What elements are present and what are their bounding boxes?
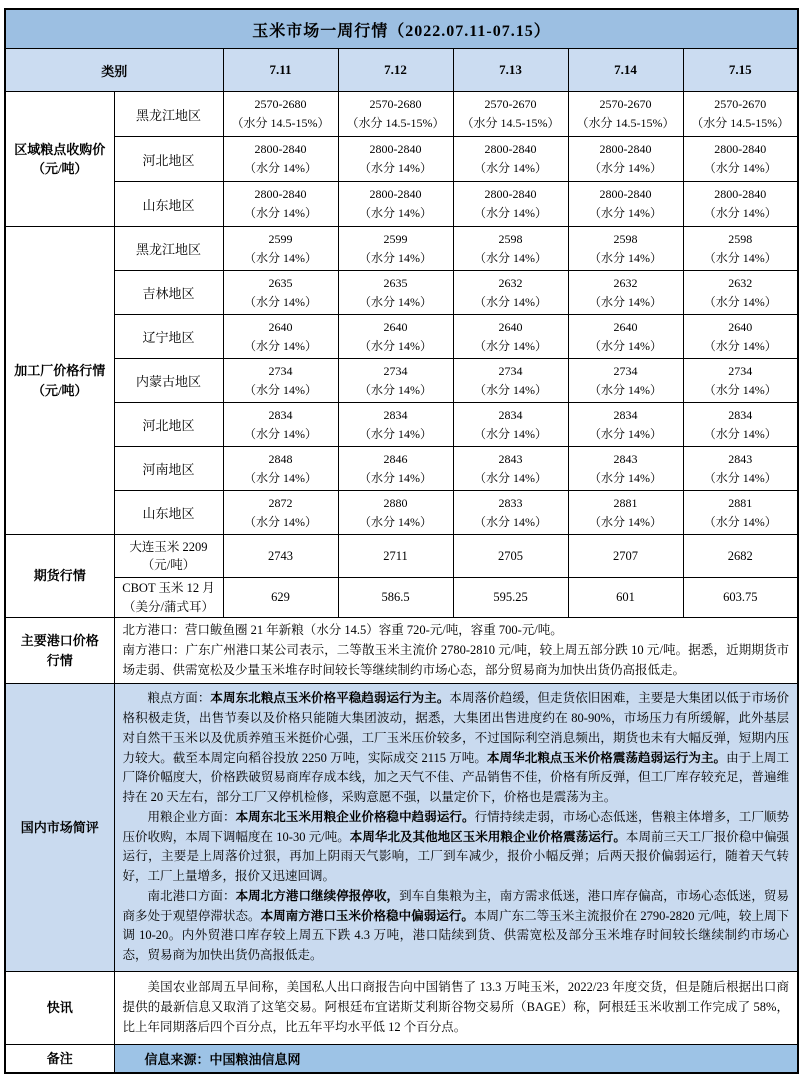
moisture-note: （水分 14%） xyxy=(589,514,662,529)
price-cell xyxy=(338,403,453,447)
section-label-line: 主要港口价格 xyxy=(20,633,99,649)
page-title: 玉米市场一周行情（2022.07.11-07.15） xyxy=(5,9,798,49)
price-value: 2599 xyxy=(268,231,293,246)
futures-value: 2743 xyxy=(223,535,338,578)
moisture-note: （水分 14%） xyxy=(359,514,432,529)
column-header-date: 7.12 xyxy=(338,49,453,92)
moisture-note: （水分 14%） xyxy=(703,294,777,309)
section-label-commentary: 国内市场简评 xyxy=(5,684,114,972)
price-value: 2800-2840 xyxy=(599,187,652,202)
price-value: 2640 xyxy=(383,319,408,334)
moisture-note: （水分 14%） xyxy=(703,470,777,485)
moisture-note: （水分 14%） xyxy=(244,206,317,220)
price-cell xyxy=(568,403,683,447)
contract-name-line: 大连玉米 2209 xyxy=(129,539,208,554)
price-value: 2834 xyxy=(728,407,753,422)
price-value: 2800-2840 xyxy=(369,187,422,202)
north-port-line: 北方港口：营口鲅鱼圈 21 年新粮（水分 14.5）容重 720-元/吨，容重 700-元/吨。 xyxy=(122,623,563,637)
region-name: 河南地区 xyxy=(114,447,223,491)
price-cell xyxy=(453,271,568,315)
price-value: 2598 xyxy=(613,231,638,246)
south-port-line: 南方港口：广东广州港口某公司表示，二等散玉米主流价 2780-2810 元/吨，较上周五部分跌 10 元/吨。据悉，近期期货市场走弱、供需宽松及少量玉米堆存时间较长等继续制约市场心态，部分贸易商为加快出货仍高报低走。 xyxy=(122,642,790,677)
price-cell xyxy=(453,92,568,137)
price-value: 2734 xyxy=(613,363,638,378)
moisture-note: （水分 14%） xyxy=(359,294,432,309)
moisture-note: （水分 14%） xyxy=(474,426,547,441)
price-value: 2734 xyxy=(498,363,523,378)
moisture-note: （水分 14%） xyxy=(244,294,317,309)
moisture-note: （水分 14%） xyxy=(474,338,547,353)
price-value: 2640 xyxy=(613,319,638,334)
price-value: 2800-2840 xyxy=(714,187,767,202)
info-source: 信息来源：中国粮油信息网 xyxy=(114,1044,798,1073)
price-value: 2598 xyxy=(728,231,753,246)
price-cell xyxy=(223,137,338,182)
futures-value: 601 xyxy=(568,578,683,618)
price-value: 2640 xyxy=(268,319,293,334)
price-value: 2570-2670 xyxy=(714,97,767,112)
price-value: 2632 xyxy=(728,275,753,290)
price-value: 2800-2840 xyxy=(484,142,537,157)
price-value: 2881 xyxy=(728,495,753,510)
price-cell xyxy=(453,227,568,271)
commentary-text xyxy=(114,684,798,972)
price-cell xyxy=(453,403,568,447)
price-value: 2800-2840 xyxy=(254,142,307,157)
region-name: 河北地区 xyxy=(114,403,223,447)
price-value: 2800-2840 xyxy=(599,142,652,157)
port-price-text xyxy=(114,618,798,684)
column-header-date: 7.14 xyxy=(568,49,683,92)
price-cell xyxy=(568,182,683,227)
price-cell xyxy=(568,227,683,271)
price-value: 2800-2840 xyxy=(484,187,537,202)
price-value: 2570-2670 xyxy=(599,97,652,112)
section-label-ports xyxy=(5,618,114,684)
moisture-note: （水分 14%） xyxy=(244,338,317,353)
price-value: 2800-2840 xyxy=(254,187,307,202)
price-value: 2570-2680 xyxy=(369,97,422,112)
price-value: 2834 xyxy=(613,407,638,422)
commentary-paragraph: 粮点方面：本周东北粮点玉米价格平稳趋弱运行为主。本周落价趋缓，但走货依旧困难，主要是大集团以低于市场价格积极走货，出售节奏以及价格只能随大集团波动，据悉，大集团出售进度约在 80-90%，市场压力有所缓解，此外基层对自然干玉米以及优质养殖玉米挺价心强，工厂玉米压价较多，不过国际利空消息频出，期货也未有大幅反弹，短期内压力较大。截至本周定向稻谷投放 2250 万吨，实际成交 2115 万吨。本周华北粮点玉米价格震荡趋弱运行为主。由于上周工厂降价幅度大，价格跌破贸易商库存成本线，加之天气不佳、产品销售不佳，价格有所反弹，但工厂库存较充足，普遍维持在 20 天左右，部分工厂又停机检修，采购意愿不强，以量定价下，价格也是震荡为主。 xyxy=(122,691,790,804)
futures-value: 2682 xyxy=(683,535,798,578)
moisture-note: （水分 14.5-15%） xyxy=(576,116,675,130)
region-name: 吉林地区 xyxy=(114,271,223,315)
moisture-note: （水分 14%） xyxy=(703,514,777,529)
price-value: 2640 xyxy=(728,319,753,334)
futures-value: 603.75 xyxy=(683,578,798,618)
commentary-paragraph: 用粮企业方面：本周东北玉米用粮企业价格稳中趋弱运行。行情持续走弱，市场心态低迷，售粮主体增多，工厂顺势压价收购，本周下调幅度在 10-30 元/吨。本周华北及其他地区玉米用粮企业价格震荡运行。本周前三天工厂报价稳中偏强运行，主要是上周落价过狠，再加上阴雨天气影响，工厂到车减少，报价小幅反弹；后两天报价偏弱运行，随着天气转好，工厂上量增多，报价又迅速回调。 xyxy=(122,809,790,883)
moisture-note: （水分 14%） xyxy=(703,250,777,265)
price-cell xyxy=(568,315,683,359)
moisture-note: （水分 14%） xyxy=(589,206,662,220)
moisture-note: （水分 14%） xyxy=(474,294,547,309)
price-cell xyxy=(683,137,798,182)
contract-unit: （美分/蒲式耳） xyxy=(123,599,214,614)
price-cell xyxy=(453,359,568,403)
moisture-note: （水分 14%） xyxy=(703,206,777,220)
moisture-note: （水分 14%） xyxy=(359,426,432,441)
region-name: 山东地区 xyxy=(114,182,223,227)
futures-value: 2705 xyxy=(453,535,568,578)
price-value: 2800-2840 xyxy=(714,142,767,157)
moisture-note: （水分 14.5-15%） xyxy=(461,116,560,130)
price-value: 2570-2670 xyxy=(484,97,537,112)
moisture-note: （水分 14%） xyxy=(244,426,317,441)
price-value: 2635 xyxy=(268,275,293,290)
moisture-note: （水分 14%） xyxy=(244,161,317,175)
price-value: 2833 xyxy=(498,495,523,510)
section-label-factory xyxy=(5,227,114,535)
column-header-date: 7.11 xyxy=(223,49,338,92)
price-value: 2834 xyxy=(498,407,523,422)
moisture-note: （水分 14%） xyxy=(244,382,317,397)
moisture-note: （水分 14%） xyxy=(589,294,662,309)
price-value: 2843 xyxy=(613,451,638,466)
section-label-line: 加工厂价格行情 xyxy=(14,363,106,378)
moisture-note: （水分 14%） xyxy=(359,250,432,265)
price-value: 2843 xyxy=(728,451,753,466)
column-header-date: 7.15 xyxy=(683,49,798,92)
price-cell xyxy=(338,92,453,137)
section-label-futures: 期货行情 xyxy=(5,535,114,618)
price-cell xyxy=(338,137,453,182)
price-value: 2734 xyxy=(268,363,293,378)
price-cell xyxy=(683,491,798,535)
price-value: 2734 xyxy=(728,363,753,378)
price-cell xyxy=(223,491,338,535)
futures-contract-name xyxy=(114,578,223,618)
price-cell xyxy=(223,359,338,403)
price-cell xyxy=(223,403,338,447)
price-value: 2598 xyxy=(498,231,523,246)
section-label-unit: （元/吨） xyxy=(31,382,88,398)
moisture-note: （水分 14%） xyxy=(359,338,432,353)
moisture-note: （水分 14%） xyxy=(474,470,547,485)
region-name: 山东地区 xyxy=(114,491,223,535)
price-cell xyxy=(338,447,453,491)
price-cell xyxy=(453,447,568,491)
price-cell xyxy=(223,315,338,359)
section-label-remark: 备注 xyxy=(5,1044,114,1073)
price-cell xyxy=(683,227,798,271)
column-header-date: 7.13 xyxy=(453,49,568,92)
price-cell xyxy=(453,491,568,535)
price-value: 2734 xyxy=(383,363,408,378)
price-cell xyxy=(683,92,798,137)
moisture-note: （水分 14%） xyxy=(244,514,317,529)
moisture-note: （水分 14%） xyxy=(703,338,777,353)
price-cell xyxy=(453,137,568,182)
price-cell xyxy=(568,92,683,137)
moisture-note: （水分 14%） xyxy=(589,426,662,441)
futures-value: 586.5 xyxy=(338,578,453,618)
price-cell xyxy=(568,271,683,315)
price-value: 2632 xyxy=(613,275,638,290)
moisture-note: （水分 14%） xyxy=(474,206,547,220)
section-label-region-purchase xyxy=(5,92,114,227)
price-value: 2872 xyxy=(268,495,293,510)
price-value: 2843 xyxy=(498,451,523,466)
price-value: 2599 xyxy=(383,231,408,246)
contract-unit: （元/吨） xyxy=(141,558,196,572)
moisture-note: （水分 14.5-15%） xyxy=(231,116,330,130)
moisture-note: （水分 14%） xyxy=(589,338,662,353)
price-value: 2640 xyxy=(498,319,523,334)
moisture-note: （水分 14%） xyxy=(359,470,432,485)
moisture-note: （水分 14%） xyxy=(359,161,432,175)
moisture-note: （水分 14%） xyxy=(589,161,662,175)
price-cell xyxy=(683,447,798,491)
moisture-note: （水分 14.5-15%） xyxy=(346,116,445,130)
price-cell xyxy=(568,447,683,491)
futures-value: 2707 xyxy=(568,535,683,578)
price-value: 2635 xyxy=(383,275,408,290)
commentary-paragraph: 南北港口方面：本周北方港口继续停报停收，到车自集粮为主，南方需求低迷，港口库存偏高，市场心态低迷，贸易商多处于观望停滞状态。本周南方港口玉米价格稳中偏弱运行。本周广东二等玉米主流报价在 2790-2820 元/吨，较上周下调 10-20。内外贸港口库存较上周五下跌 4.3 万吨，港口陆续到货、供需宽松及部分玉米堆存时间较长继续制约市场心态，贸易商为加快出货仍高报低走。 xyxy=(122,888,790,962)
corn-market-weekly-table xyxy=(4,8,799,1074)
price-cell xyxy=(223,92,338,137)
region-name: 黑龙江地区 xyxy=(114,227,223,271)
moisture-note: （水分 14%） xyxy=(703,161,777,175)
column-header-category: 类别 xyxy=(5,49,223,92)
price-cell xyxy=(683,315,798,359)
region-name: 河北地区 xyxy=(114,137,223,182)
price-value: 2848 xyxy=(268,451,293,466)
price-cell xyxy=(338,227,453,271)
region-name: 辽宁地区 xyxy=(114,315,223,359)
futures-value: 595.25 xyxy=(453,578,568,618)
price-cell xyxy=(453,315,568,359)
futures-value: 629 xyxy=(223,578,338,618)
futures-value: 2711 xyxy=(338,535,453,578)
section-label-news: 快讯 xyxy=(5,971,114,1044)
price-value: 2834 xyxy=(383,407,408,422)
price-value: 2881 xyxy=(613,495,638,510)
price-cell xyxy=(338,359,453,403)
price-cell xyxy=(223,227,338,271)
price-cell xyxy=(223,447,338,491)
news-text: 美国农业部周五早间称，美国私人出口商报告向中国销售了 13.3 万吨玉米，2022/23 年度交货，但是随后根据出口商提供的最新信息又取消了这笔交易。阿根廷布宜诺斯艾利斯谷物交易所（BAGE）称，阿根廷玉米收割工作完成了 58%，比上年同期落后四个百分点，比五年平均水平低 12 个百分点。 xyxy=(114,971,798,1044)
price-value: 2632 xyxy=(498,275,523,290)
section-label-line: 区域粮点收购价 xyxy=(14,141,106,157)
moisture-note: （水分 14%） xyxy=(703,382,777,397)
futures-contract-name xyxy=(114,535,223,578)
price-cell xyxy=(223,182,338,227)
price-cell xyxy=(338,182,453,227)
moisture-note: （水分 14%） xyxy=(703,426,777,441)
region-name: 黑龙江地区 xyxy=(114,92,223,137)
price-cell xyxy=(683,359,798,403)
moisture-note: （水分 14%） xyxy=(589,470,662,485)
contract-name-line: CBOT 玉米 12 月 xyxy=(122,581,215,596)
moisture-note: （水分 14%） xyxy=(474,161,547,175)
price-cell xyxy=(223,271,338,315)
moisture-note: （水分 14%） xyxy=(474,250,547,265)
price-value: 2834 xyxy=(268,407,293,422)
moisture-note: （水分 14%） xyxy=(244,250,317,265)
moisture-note: （水分 14.5-15%） xyxy=(691,116,790,130)
price-cell xyxy=(683,271,798,315)
price-value: 2880 xyxy=(383,495,408,510)
price-cell xyxy=(338,491,453,535)
moisture-note: （水分 14%） xyxy=(359,382,432,397)
region-name: 内蒙古地区 xyxy=(114,359,223,403)
moisture-note: （水分 14%） xyxy=(589,382,662,397)
moisture-note: （水分 14%） xyxy=(589,250,662,265)
price-cell xyxy=(683,403,798,447)
section-label-line: 行情 xyxy=(46,652,73,668)
price-cell xyxy=(338,271,453,315)
moisture-note: （水分 14%） xyxy=(474,514,547,529)
price-cell xyxy=(568,491,683,535)
price-value: 2570-2680 xyxy=(254,97,307,112)
moisture-note: （水分 14%） xyxy=(244,470,317,485)
section-label-unit: （元/吨） xyxy=(31,161,88,176)
moisture-note: （水分 14%） xyxy=(474,382,547,397)
price-cell xyxy=(568,359,683,403)
price-cell xyxy=(683,182,798,227)
price-cell xyxy=(568,137,683,182)
moisture-note: （水分 14%） xyxy=(359,206,432,220)
price-cell xyxy=(338,315,453,359)
price-value: 2846 xyxy=(383,451,408,466)
price-value: 2800-2840 xyxy=(369,142,422,157)
price-cell xyxy=(453,182,568,227)
